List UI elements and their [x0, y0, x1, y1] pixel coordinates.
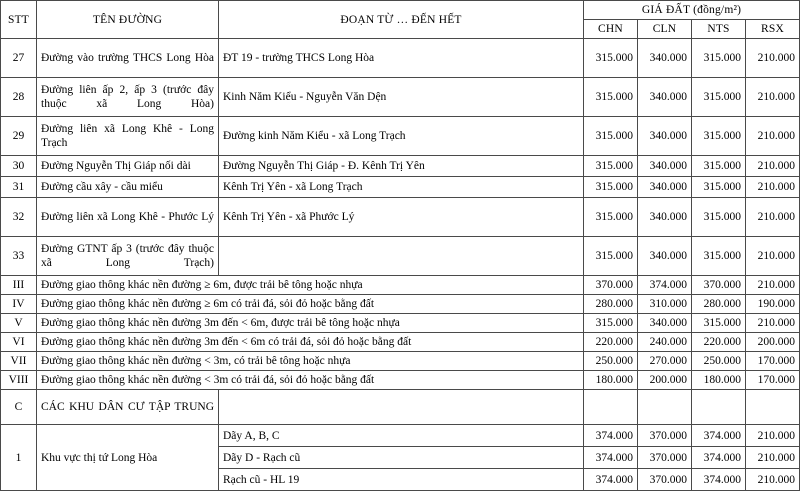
table-row [1, 177, 800, 198]
cell-price-chn: 315.000 [584, 156, 638, 177]
table-row [1, 156, 800, 177]
cell-price-nts: 374.000 [692, 447, 746, 469]
cell-price-chn: 315.000 [584, 314, 638, 333]
table-row-section [1, 371, 800, 390]
cell-price-chn: 374.000 [584, 469, 638, 491]
cell-price-nts: 315.000 [692, 39, 746, 78]
cell-price-cln: 340.000 [638, 39, 692, 78]
cell-price-rsx: 210.000 [746, 177, 800, 198]
cell-price-rsx: 170.000 [746, 352, 800, 371]
cell-price-rsx: 210.000 [746, 276, 800, 295]
cell-stt: 28 [1, 78, 37, 117]
cell-section-label: III [1, 276, 37, 295]
table-row [1, 39, 800, 78]
cell-price-nts: 220.000 [692, 333, 746, 352]
cell-price-cln: 370.000 [638, 425, 692, 447]
cell-price-nts: 280.000 [692, 295, 746, 314]
cell-price-nts: 315.000 [692, 198, 746, 237]
table-row-section [1, 276, 800, 295]
cell-price-nts: 180.000 [692, 371, 746, 390]
table-row [1, 78, 800, 117]
cell-section-text: Đường giao thông khác nền đường ≥ 6m có trải đá, sỏi đỏ hoặc bằng đất [37, 295, 584, 314]
cell-price-rsx: 210.000 [746, 78, 800, 117]
cell-price-nts: 315.000 [692, 117, 746, 156]
cell-price-rsx: 210.000 [746, 425, 800, 447]
column-header-chn: CHN [584, 20, 638, 39]
cell-stt: 27 [1, 39, 37, 78]
cell-segment: Kênh Trị Yên - xã Phước Lý [219, 198, 584, 237]
cell-section-text: Đường giao thông khác nền đường 3m đến < 6m, được trải bê tông hoặc nhựa [37, 314, 584, 333]
cell-price-rsx: 210.000 [746, 156, 800, 177]
cell-section-label: IV [1, 295, 37, 314]
column-header-segment: ĐOẠN TỪ … ĐẾN HẾT [219, 1, 584, 39]
table-row [1, 425, 800, 447]
cell-stt: 29 [1, 117, 37, 156]
cell-price-cln: 340.000 [638, 78, 692, 117]
cell-price-chn: 370.000 [584, 276, 638, 295]
table-row-section [1, 352, 800, 371]
cell-price-chn: 315.000 [584, 237, 638, 276]
cell-price-nts: 374.000 [692, 425, 746, 447]
cell-price-cln: 340.000 [638, 237, 692, 276]
cell-section-text: Đường giao thông khác nền đường ≥ 6m, được trải bê tông hoặc nhựa [37, 276, 584, 295]
cell-price-chn-empty [584, 390, 638, 425]
cell-price-cln: 310.000 [638, 295, 692, 314]
cell-segment: Dãy A, B, C [219, 425, 584, 447]
header-row-top [1, 1, 800, 20]
cell-segment: Dãy D - Rạch cũ [219, 447, 584, 469]
cell-segment [219, 237, 584, 276]
cell-price-cln: 370.000 [638, 469, 692, 491]
cell-group-label: C [1, 390, 37, 425]
cell-segment: Rạch cũ - HL 19 [219, 469, 584, 491]
cell-price-chn: 315.000 [584, 117, 638, 156]
cell-segment-empty [219, 390, 584, 425]
cell-price-chn: 315.000 [584, 39, 638, 78]
cell-price-chn: 220.000 [584, 333, 638, 352]
table-row-group-c [1, 390, 800, 425]
cell-price-cln: 340.000 [638, 117, 692, 156]
cell-road-name: Khu vực thị tứ Long Hòa [37, 425, 219, 491]
cell-price-rsx: 210.000 [746, 447, 800, 469]
table-row-section [1, 333, 800, 352]
cell-stt: 1 [1, 425, 37, 491]
column-header-nts: NTS [692, 20, 746, 39]
cell-price-rsx: 200.000 [746, 333, 800, 352]
cell-road-name: Đường Nguyễn Thị Giáp nối dài [37, 156, 219, 177]
cell-price-cln: 270.000 [638, 352, 692, 371]
column-header-cln: CLN [638, 20, 692, 39]
cell-price-rsx: 190.000 [746, 295, 800, 314]
cell-price-rsx: 210.000 [746, 117, 800, 156]
cell-price-cln: 374.000 [638, 276, 692, 295]
cell-price-cln-empty [638, 390, 692, 425]
cell-price-chn: 374.000 [584, 447, 638, 469]
cell-section-label: V [1, 314, 37, 333]
cell-price-nts-empty [692, 390, 746, 425]
cell-price-nts: 315.000 [692, 156, 746, 177]
cell-price-rsx: 210.000 [746, 39, 800, 78]
cell-price-chn: 315.000 [584, 198, 638, 237]
cell-price-chn: 280.000 [584, 295, 638, 314]
cell-stt: 33 [1, 237, 37, 276]
cell-segment: Kinh Năm Kiểu - Nguyễn Văn Dện [219, 78, 584, 117]
cell-price-cln: 340.000 [638, 177, 692, 198]
cell-group-title: CÁC KHU DÂN CƯ TẬP TRUNG [37, 390, 219, 425]
cell-price-cln: 340.000 [638, 156, 692, 177]
cell-price-rsx: 170.000 [746, 371, 800, 390]
cell-price-rsx-empty [746, 390, 800, 425]
cell-section-text: Đường giao thông khác nền đường < 3m, có trải bê tông hoặc nhựa [37, 352, 584, 371]
column-header-rsx: RSX [746, 20, 800, 39]
cell-price-nts: 315.000 [692, 237, 746, 276]
cell-road-name: Đường liên ấp 2, ấp 3 (trước đây thuộc xã Long Hòa) [37, 78, 219, 117]
cell-segment: Đường Nguyễn Thị Giáp - Đ. Kênh Trị Yên [219, 156, 584, 177]
cell-price-rsx: 210.000 [746, 198, 800, 237]
cell-price-chn: 250.000 [584, 352, 638, 371]
cell-price-nts: 315.000 [692, 314, 746, 333]
cell-road-name: Đường vào trường THCS Long Hòa [37, 39, 219, 78]
cell-road-name: Đường cầu xây - cầu miểu [37, 177, 219, 198]
cell-stt: 32 [1, 198, 37, 237]
cell-segment: Kênh Trị Yên - xã Long Trạch [219, 177, 584, 198]
table-row-section [1, 295, 800, 314]
cell-section-label: VII [1, 352, 37, 371]
cell-segment: ĐT 19 - trường THCS Long Hòa [219, 39, 584, 78]
cell-price-nts: 374.000 [692, 469, 746, 491]
cell-price-chn: 180.000 [584, 371, 638, 390]
cell-price-rsx: 210.000 [746, 469, 800, 491]
cell-price-cln: 340.000 [638, 198, 692, 237]
table-header [1, 1, 800, 39]
column-header-stt: STT [1, 1, 37, 39]
cell-price-nts: 250.000 [692, 352, 746, 371]
cell-road-name: Đường liên xã Long Khê - Phước Lý [37, 198, 219, 237]
cell-section-text: Đường giao thông khác nền đường < 3m có trải đá, sỏi đỏ hoặc bằng đất [37, 371, 584, 390]
cell-price-cln: 200.000 [638, 371, 692, 390]
cell-price-chn: 315.000 [584, 177, 638, 198]
column-header-price-group: GIÁ ĐẤT (đồng/m²) [584, 1, 800, 20]
cell-section-text: Đường giao thông khác nền đường 3m đến < 6m có trải đá, sỏi đỏ hoặc bằng đất [37, 333, 584, 352]
cell-price-nts: 315.000 [692, 177, 746, 198]
cell-stt: 31 [1, 177, 37, 198]
table-body [1, 39, 800, 491]
column-header-road-name: TÊN ĐƯỜNG [37, 1, 219, 39]
cell-price-rsx: 210.000 [746, 314, 800, 333]
cell-price-rsx: 210.000 [746, 237, 800, 276]
table-row [1, 198, 800, 237]
cell-price-cln: 340.000 [638, 314, 692, 333]
cell-price-chn: 374.000 [584, 425, 638, 447]
cell-road-name: Đường liên xã Long Khê - Long Trạch [37, 117, 219, 156]
cell-segment: Đường kinh Năm Kiểu - xã Long Trạch [219, 117, 584, 156]
cell-road-name: Đường GTNT ấp 3 (trước đây thuộc xã Long Trạch) [37, 237, 219, 276]
cell-price-chn: 315.000 [584, 78, 638, 117]
cell-price-cln: 240.000 [638, 333, 692, 352]
cell-section-label: VI [1, 333, 37, 352]
cell-price-nts: 315.000 [692, 78, 746, 117]
table-row-section [1, 314, 800, 333]
cell-price-nts: 370.000 [692, 276, 746, 295]
cell-section-label: VIII [1, 371, 37, 390]
cell-price-cln: 370.000 [638, 447, 692, 469]
table-row [1, 117, 800, 156]
cell-stt: 30 [1, 156, 37, 177]
table-row [1, 237, 800, 276]
